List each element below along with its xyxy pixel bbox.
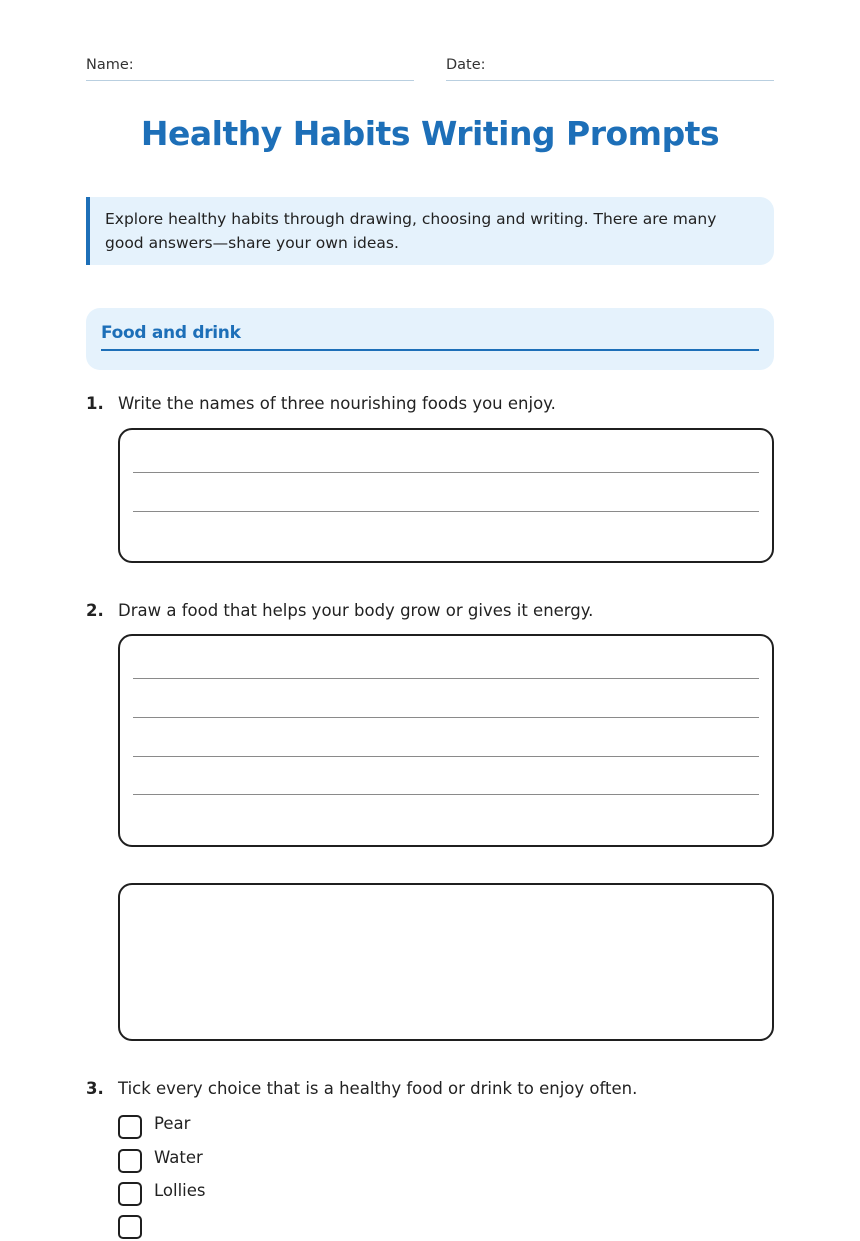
writing-line bbox=[133, 472, 759, 473]
question-text-3: Tick every choice that is a healthy food or drink to enjoy often. bbox=[118, 1079, 638, 1098]
answer-box-2[interactable] bbox=[118, 634, 774, 847]
checkbox[interactable] bbox=[118, 1149, 142, 1173]
question-text-1: Write the names of three nourishing foods you enjoy. bbox=[118, 394, 556, 413]
section-header bbox=[86, 308, 774, 370]
section-title: Food and drink bbox=[101, 323, 759, 351]
question-number-1: 1. bbox=[86, 394, 104, 413]
date-label: Date: bbox=[446, 57, 486, 73]
checkbox[interactable] bbox=[118, 1215, 142, 1239]
checkbox[interactable] bbox=[118, 1115, 142, 1139]
writing-line bbox=[133, 511, 759, 512]
option-water[interactable] bbox=[118, 1147, 203, 1175]
name-label: Name: bbox=[86, 57, 134, 73]
date-field[interactable] bbox=[446, 54, 774, 81]
option-partial[interactable] bbox=[118, 1213, 154, 1241]
page-title: Healthy Habits Writing Prompts bbox=[140, 114, 720, 153]
answer-box-1[interactable] bbox=[118, 428, 774, 563]
checkbox[interactable] bbox=[118, 1182, 142, 1206]
name-field[interactable] bbox=[86, 54, 414, 81]
option-label: Water bbox=[154, 1147, 203, 1167]
writing-line bbox=[133, 756, 759, 757]
drawing-box[interactable] bbox=[118, 883, 774, 1041]
question-number-3: 3. bbox=[86, 1079, 104, 1098]
writing-line bbox=[133, 678, 759, 679]
question-text-2: Draw a food that helps your body grow or gives it energy. bbox=[118, 601, 594, 620]
intro-callout: Explore healthy habits through drawing, choosing and writing. There are many good answers—share your own ideas. bbox=[86, 197, 774, 265]
option-label: Pear bbox=[154, 1113, 191, 1133]
question-number-2: 2. bbox=[86, 601, 104, 620]
writing-line bbox=[133, 717, 759, 718]
writing-line bbox=[133, 794, 759, 795]
option-label: Lollies bbox=[154, 1180, 206, 1200]
option-pear[interactable] bbox=[118, 1113, 190, 1141]
option-lollies[interactable] bbox=[118, 1180, 206, 1208]
